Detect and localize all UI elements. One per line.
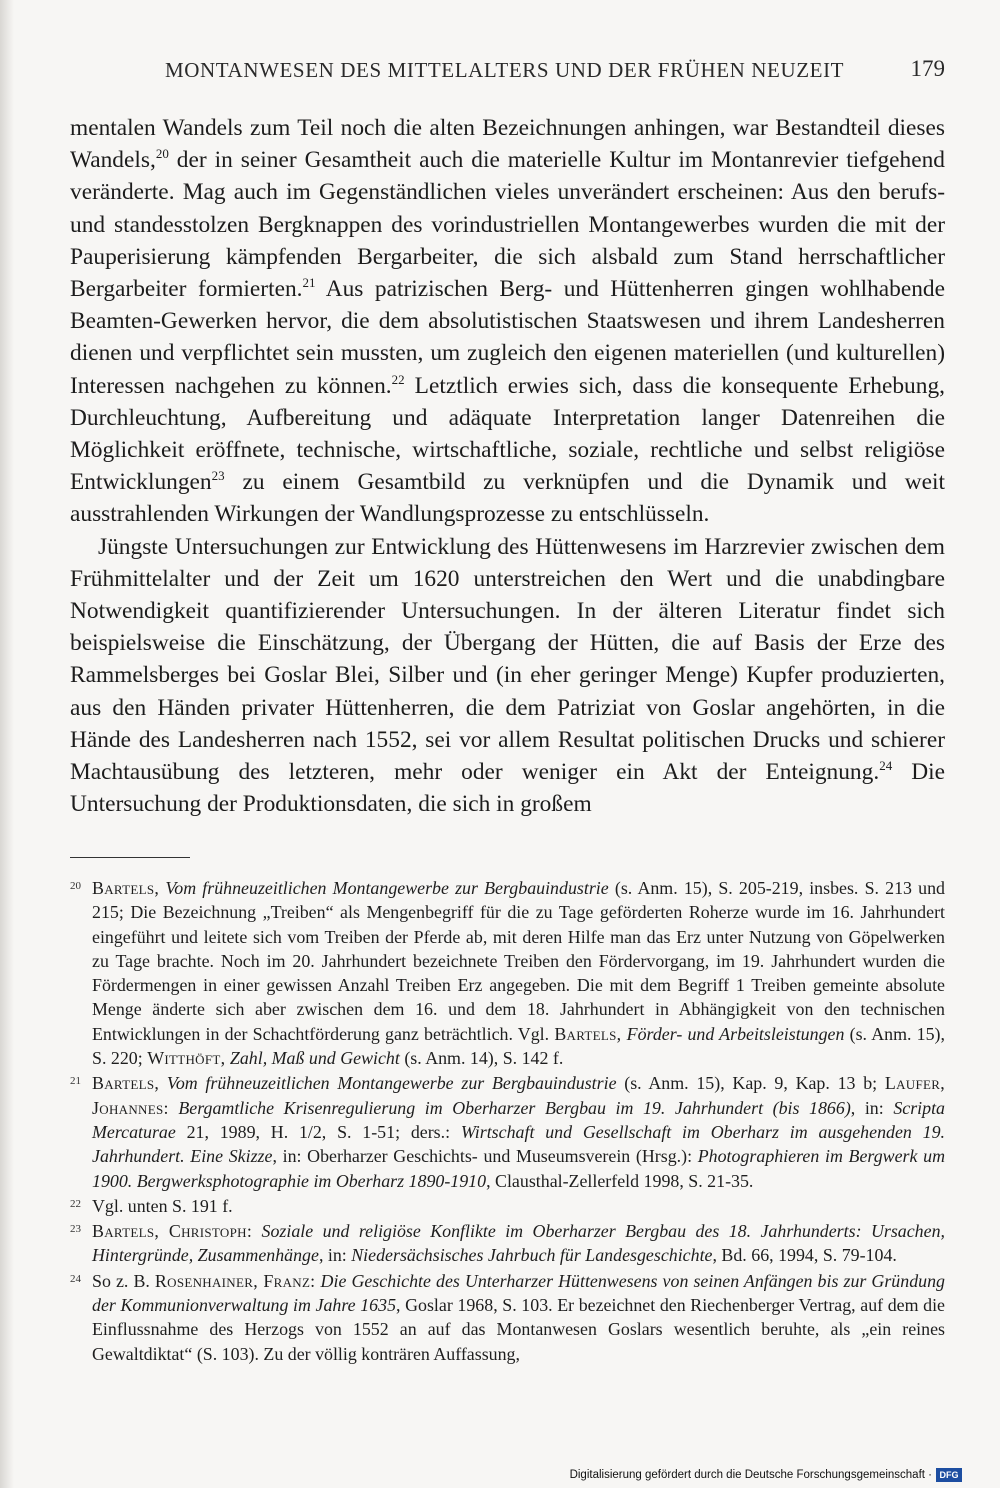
text-run: (s. Anm. 15), Kap. 9, Kap. 13 b;	[616, 1073, 885, 1094]
text-run: der in seiner Gesamtheit auch die materielle Kultur im Montanrevier tiefgehend veränderte. Mag auch im Gegenständlichen vieles unverändert erscheinen: Aus den berufs- und standesstolzen Bergknappen des vorindustriellen Montangewerbes wurden die mit der Pauperisierung kämpfenden Bergarbeiter, die sich alsbald zum Stand herrschaftlicher Bergarbeiter formierten.	[70, 147, 945, 303]
text-run: (s. Anm. 15), S. 220;	[92, 1023, 945, 1069]
title-italic: Niedersächsisches Jahrbuch für Landesgeschichte	[351, 1245, 713, 1266]
title-italic: Vom frühneuzeitlichen Montangewerbe zur Bergbauindustrie	[165, 878, 609, 898]
text-run: 21, 1989, H. 1/2, S. 1-51; ders.:	[175, 1121, 461, 1142]
main-text	[70, 112, 945, 820]
footnote-divider	[70, 857, 190, 858]
text-run: So z. B.	[92, 1270, 155, 1291]
digitization-credit	[570, 1468, 962, 1482]
title-italic: Vom frühneuzeitlichen Montangewerbe zur Bergbauindustrie	[166, 1073, 617, 1094]
paragraph-2	[70, 531, 945, 821]
author-name: Bartels,	[92, 878, 160, 898]
text-run: Letztlich erwies sich, dass die konsequente Erhebung, Durchleuchtung, Aufbereitung und adäquate Interpretation langer Datenreihen die Möglichkeit eröffnete, technische, wirtschaftliche, soziale, rechtliche und selbst religiöse Entwicklungen	[70, 372, 945, 496]
dfg-logo: DFG	[936, 1468, 962, 1482]
author-name: Bartels, Christoph:	[92, 1221, 253, 1242]
text-run: mentalen Wandels zum Teil noch die alten Bezeichnungen anhingen, war Bestandteil dieses Wandels,	[70, 115, 945, 174]
footnote-24	[70, 1269, 945, 1366]
footnote-ref-24[interactable]: 24	[879, 758, 893, 774]
credit-text: Digitalisierung gefördert durch die Deutsche Forschungsgemeinschaft ·	[569, 1469, 932, 1481]
text-run: (s. Anm. 15), S. 205-219, insbes. S. 213 und 215; Die Bezeichnung „Treiben“ als Mengenbegriff für die zu Tage geförderten Roherze wurde im 16. Jahrhundert eingeführt und leitete sich vom Treiben der Pferde ab, mit deren Hilfe man das Erz unter Nutzung von Göpelwerken zu Tage brachte. Noch im 20. Jahrhundert bezeichnete Treiben den Fördervorgang, im 19. Jahrhundert wurden die Fördermengen in einer gewissen Anzahl Treiben Erz angegeben. Die mit dem Begriff 1 Treiben gemeinte absolute Menge änderte sich aber zwischen dem 16. und dem 18. Jahrhundert in Abhängigkeit von den technischen Entwicklungen in der Schachtförderung ganz beträchtlich. Vgl.	[92, 878, 945, 1044]
running-head: MONTANWESEN DES MITTELALTERS UND DER FRÜHEN NEUZEIT	[165, 58, 845, 82]
footnote-23	[70, 1219, 945, 1268]
footnote-ref-21[interactable]: 21	[302, 275, 316, 291]
footnotes	[70, 876, 945, 1367]
title-italic: Photographieren im Bergwerk um 1900. Bergwerksphotographie im Oberharz 1890-1910	[92, 1146, 945, 1191]
text-run: , in:	[850, 1097, 894, 1118]
author-name: Rosenhainer, Franz:	[154, 1270, 316, 1291]
text-run: Jüngste Untersuchungen zur Entwicklung des Hüttenwesens im Harzrevier zwischen dem Frühmittelalter und der Zeit um 1620 unterstreichen den Wert und die unabdingbare Notwendigkeit quantifizierender Untersuchungen. In der älteren Literatur findet sich beispielsweise die Einschätzung, der Übergang der Hütten, die auf Basis der Erze des Rammelsberges bei Goslar Blei, Silber und (in eher geringer Menge) Kupfer produzierten, aus den Händen privater Hüttenherren, die dem Patriziat von Goslar angehörten, in die Hände des Landesherren nach 1552, sei vor allem Resultat politischen Drucks und schierer Machtausübung des letzteren, mehr oder weniger ein Akt der Enteignung.	[70, 533, 945, 786]
text-run: Die Untersuchung der Produktionsdaten, die sich in großem	[70, 759, 945, 818]
page-number: 179	[910, 56, 945, 81]
footnote-number: 23	[70, 1223, 81, 1236]
title-italic: Soziale und religiöse Konflikte im Oberharzer Bergbau des 18. Jahrhunderts: Ursachen, Hintergründe, Zusammenhänge	[92, 1221, 945, 1266]
footnote-ref-22[interactable]: 22	[391, 371, 405, 387]
footnote-number: 21	[70, 1075, 81, 1088]
text-run: , Goslar 1968, S. 103. Er bezeichnet den Riechenberger Vertrag, auf dem die Einflussnahme des Herzogs von 1552 an auf das Montanwesen Goslars wesentlich beruhte, als „ein reines Gewaltdiktat“ (S. 103). Zu der völlig konträren Auffassung,	[92, 1295, 945, 1364]
footnote-20	[70, 876, 945, 1070]
footnote-number: 22	[70, 1197, 81, 1210]
footnote-ref-20[interactable]: 20	[155, 146, 169, 162]
text-run: , Bd. 66, 1994, S. 79-104.	[712, 1245, 897, 1266]
footnote-22	[70, 1194, 945, 1218]
text-run: zu einem Gesamtbild zu verknüpfen und die Dynamik und weit ausstrahlenden Wirkungen der Wandlungsprozesse zu entschlüsseln.	[70, 469, 945, 528]
author-name: Witthöft,	[147, 1048, 226, 1069]
text-run: , Clausthal-Zellerfeld 1998, S. 21-35.	[486, 1170, 754, 1191]
title-italic: Wirtschaft und Gesellschaft im Oberharz im ausgehenden 19. Jahrhundert. Eine Skizze	[92, 1121, 945, 1167]
paragraph-1	[70, 112, 945, 531]
text-run: (s. Anm. 14), S. 142 f.	[399, 1048, 564, 1069]
title-italic: Scripta Mercaturae	[92, 1097, 945, 1142]
text-run: Vgl. unten S. 191 f.	[92, 1195, 233, 1216]
title-italic: Zahl, Maß und Gewicht	[229, 1048, 400, 1069]
author-name: Bartels,	[554, 1023, 622, 1044]
footnote-number: 20	[70, 880, 81, 892]
text-run: , in: Oberharzer Geschichts- und Museumsverein (Hrsg.):	[272, 1146, 698, 1167]
title-italic: Förder- und Arbeitsleistungen	[626, 1023, 845, 1044]
text-run: Aus patrizischen Berg- und Hüttenherren gingen wohlhabende Beamten-Gewerken hervor, die dem absolutistischen Staatswesen und ihrem Landesherren dienen und verpflichtet sein mussten, um zugleich den eigenen materiellen (und kulturellen) Interessen nachgehen zu können.	[70, 276, 945, 399]
footnote-ref-23[interactable]: 23	[211, 468, 225, 484]
footnote-number: 24	[70, 1272, 81, 1285]
author-name: Laufer, Johannes:	[92, 1073, 945, 1118]
text-run: , in:	[318, 1245, 352, 1266]
author-name: Bartels,	[92, 1073, 160, 1094]
title-italic: Die Geschichte des Unterharzer Hüttenwesens von seinen Anfängen bis zur Gründung der Kommunionverwaltung im Jahre 1635	[92, 1270, 945, 1316]
footnote-21	[70, 1071, 945, 1192]
title-italic: Bergamtliche Krisenregulierung im Oberharzer Bergbau im 19. Jahrhundert (bis 1866)	[178, 1097, 851, 1118]
